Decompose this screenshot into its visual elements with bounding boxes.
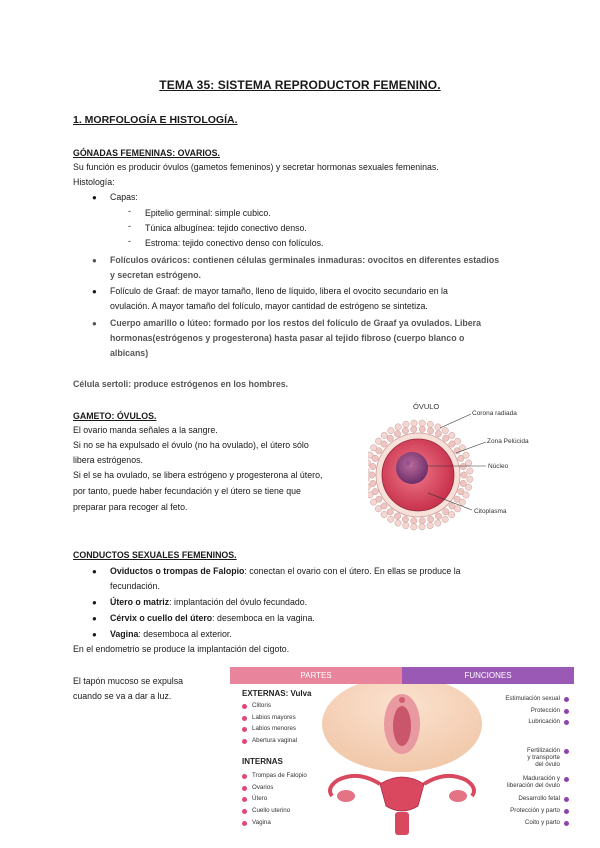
- capa-tunica: Túnica albugínea: tejido conectivo denso.: [145, 223, 307, 233]
- label-externa: Abertura vaginal: [252, 737, 298, 744]
- corona-cell: [411, 518, 417, 524]
- corona-cell: [435, 513, 441, 519]
- label-dot: [242, 786, 247, 791]
- corona-cell: [394, 513, 400, 519]
- corona-cell: [435, 431, 441, 437]
- label-interna: Trompas de Falopio: [252, 772, 307, 779]
- conductos-item-oviductos: Oviductos o trompas de Falopio: conectan el ovario con el útero. En ellas se produce la: [110, 566, 461, 576]
- corona-cell: [395, 520, 401, 526]
- corona-cell: [427, 428, 433, 434]
- bullet-dot: ●: [92, 287, 97, 296]
- label-externa: Labios mayores: [252, 714, 296, 721]
- label-funcion: Protección: [530, 707, 560, 714]
- gameto-line3: libera estrógenos.: [73, 455, 143, 465]
- label-corona: Corona radiada: [472, 410, 517, 417]
- conductos-item-cervix: Cérvix o cuello del útero: desemboca en la vagina.: [110, 613, 315, 623]
- label-funcion: Lubricación: [528, 718, 560, 725]
- gonadas-intro: Su función es producir óvulos (gametos femeninos) y secretar hormonas sexuales femeninas.: [73, 162, 439, 172]
- luteo-line3: albicans): [110, 348, 149, 358]
- label-funcion: Fertilización: [526, 747, 560, 754]
- corona-cell: [394, 431, 400, 437]
- corona-cell: [369, 472, 375, 478]
- corona-cell: [427, 421, 433, 427]
- label-funcion: Desarrollo fetal: [518, 795, 560, 802]
- corona-cell: [368, 492, 373, 498]
- heading-conductos: CONDUCTOS SEXUALES FEMENINOS.: [73, 550, 237, 560]
- label-funcion: Protección y parto: [510, 807, 560, 814]
- label-externa: Labios menores: [252, 725, 297, 732]
- capa-epitelio: Epitelio germinal: simple cubico.: [145, 208, 271, 218]
- label-funcion: y transporte: [527, 754, 560, 761]
- corona-cell: [375, 506, 381, 512]
- label-interna: Vagina: [252, 819, 271, 826]
- vagina-shape: [395, 812, 409, 835]
- label-dot: [564, 749, 569, 754]
- corona-cell: [395, 424, 401, 430]
- corona-cell: [467, 468, 473, 474]
- label-interna: Útero: [252, 795, 268, 802]
- section-externas: EXTERNAS: Vulva: [242, 689, 312, 698]
- corona-cell: [435, 520, 441, 526]
- label-dot: [242, 727, 247, 732]
- corona-cell: [465, 460, 471, 466]
- label-dot: [242, 774, 247, 779]
- corona-cell: [449, 432, 455, 438]
- label-funcion: del óvulo: [535, 761, 560, 768]
- corona-cell: [463, 492, 469, 498]
- sertoli-text: Célula sertoli: produce estrógenos en los hombres.: [73, 379, 289, 389]
- corona-cell: [402, 516, 408, 522]
- section-internas: INTERNAS: [242, 757, 283, 766]
- page-title: TEMA 35: SISTEMA REPRODUCTOR FEMENINO.: [159, 78, 441, 92]
- corona-cell: [435, 424, 441, 430]
- corona-cell: [403, 522, 409, 528]
- corona-cell: [387, 509, 393, 515]
- corona-cell: [402, 428, 408, 434]
- label-dot: [564, 709, 569, 714]
- corona-cell: [419, 524, 425, 530]
- label-funcion: liberación del óvulo: [507, 782, 560, 789]
- histologia-label: Histología:: [73, 177, 115, 187]
- corona-cell: [427, 522, 433, 528]
- foliculos-line2: y secretan estrógeno.: [110, 270, 201, 280]
- corona-cell: [442, 428, 448, 434]
- corona-cell: [370, 499, 376, 505]
- luteo-line2: hormonas(estrógenos y progesterona) hasta pasar al tejido fibroso (cuerpo blanco o: [110, 333, 465, 343]
- corona-cell: [387, 435, 393, 441]
- corona-cell: [419, 518, 425, 524]
- corona-cell: [419, 426, 425, 432]
- bullet-dot: ●: [92, 614, 97, 623]
- label-interna: Cuello uterino: [252, 807, 291, 814]
- corona-cell: [449, 511, 455, 517]
- label-zona: Zona Pelúcida: [487, 438, 529, 445]
- ovum-illustration: [368, 398, 548, 538]
- corona-cell: [388, 427, 394, 433]
- label-interna: Ovarios: [252, 784, 274, 791]
- corona-cell: [465, 484, 471, 490]
- corona-cell: [461, 472, 467, 478]
- label-dot: [242, 704, 247, 709]
- tapon-line1: El tapón mucoso se expulsa: [73, 676, 184, 686]
- label-dot: [242, 797, 247, 802]
- corona-cell: [368, 452, 373, 458]
- corona-cell: [411, 420, 417, 426]
- header-partes: PARTES: [230, 667, 402, 684]
- corona-cell: [442, 516, 448, 522]
- oviductos-cont: fecundación.: [110, 581, 160, 591]
- corona-cell: [427, 516, 433, 522]
- section-heading-morfologia: 1. MORFOLOGÍA E HISTOLOGÍA.: [73, 114, 238, 126]
- corona-cell: [381, 511, 387, 517]
- endometrio-text: En el endometrio se produce la implantación del cigoto.: [73, 644, 290, 654]
- corona-cell: [411, 426, 417, 432]
- tapon-line2: cuando se va a dar a luz.: [73, 691, 172, 701]
- label-dot: [242, 739, 247, 744]
- reproductive-infographic: [230, 667, 574, 835]
- graaf-line2: ovulación. A mayor tamaño del folículo, mayor cantidad de estrógeno se sintetiza.: [110, 301, 428, 311]
- bullet-dot: ●: [92, 193, 97, 202]
- nucleus: [396, 452, 428, 484]
- gameto-line6: preparar para recoger al feto.: [73, 502, 188, 512]
- conductos-item-utero: Útero o matriz: implantación del óvulo fecundado.: [110, 597, 308, 607]
- label-dot: [564, 720, 569, 725]
- bullet-dot: ●: [92, 598, 97, 607]
- corona-cell: [371, 445, 377, 451]
- label-dot: [564, 797, 569, 802]
- foliculos-line1: Folículos ováricos: contienen células germinales inmaduras: ovocitos en diferentes estadios: [110, 255, 500, 265]
- uterus-shape: [380, 777, 424, 811]
- luteo-line1: Cuerpo amarillo o lúteo: formado por los restos del folículo de Graaf ya ovulados. Libera: [110, 318, 482, 328]
- gameto-line5: por tanto, puede haber fecundación y el útero se tiene que: [73, 486, 301, 496]
- bullet-dot: ●: [92, 319, 97, 328]
- label-funcion: Maduración y: [522, 775, 560, 782]
- corona-cell: [454, 438, 460, 444]
- gameto-line1: El ovario manda señales a la sangre.: [73, 425, 218, 435]
- ovum-title: ÓVULO: [413, 402, 440, 411]
- corona-cell: [388, 516, 394, 522]
- dash-bullet: -: [128, 236, 131, 246]
- label-dot: [242, 716, 247, 721]
- corona-cell: [381, 432, 387, 438]
- corona-cell: [443, 509, 449, 515]
- conductos-item-vagina: Vagina: desemboca al exterior.: [110, 629, 232, 639]
- bullet-dot: ●: [92, 256, 97, 265]
- header-funciones: FUNCIONES: [402, 667, 574, 684]
- fallopian-tube-right: [424, 776, 474, 796]
- label-citoplasma: Citoplasma: [474, 508, 507, 515]
- label-funcion: Estimulación sexual: [505, 695, 560, 702]
- label-dot: [564, 777, 569, 782]
- ovary-right: [449, 790, 467, 802]
- capas-label: Capas:: [110, 192, 138, 202]
- gameto-line2: Si no se ha expulsado el óvulo (no ha ovulado), el útero sólo: [73, 440, 309, 450]
- dash-bullet: -: [128, 221, 131, 231]
- corona-cell: [443, 435, 449, 441]
- label-funcion: Coito y parto: [524, 819, 560, 826]
- corona-cell: [463, 452, 469, 458]
- ovum-diagram: [368, 398, 548, 538]
- heading-gameto: GAMETO: ÓVULOS.: [73, 411, 157, 421]
- dash-bullet: -: [128, 206, 131, 216]
- label-dot: [242, 809, 247, 814]
- corona-cell: [419, 420, 425, 426]
- gameto-line4: Si el se ha ovulado, se libera estrógeno y progesterona al útero,: [73, 470, 323, 480]
- label-externa: Clitoris: [252, 702, 271, 709]
- label-dot: [564, 821, 569, 826]
- corona-cell: [459, 499, 465, 505]
- label-dot: [564, 809, 569, 814]
- corona-cell: [375, 438, 381, 444]
- corona-cell: [403, 421, 409, 427]
- capa-estroma: Estroma: tejido conectivo denso con folículos.: [145, 238, 324, 248]
- corona-cell: [411, 524, 417, 530]
- label-dot: [564, 697, 569, 702]
- bullet-dot: ●: [92, 567, 97, 576]
- fallopian-tube-left: [330, 776, 380, 796]
- bullet-dot: ●: [92, 630, 97, 639]
- label-nucleo: Núcleo: [488, 463, 509, 470]
- corona-cell: [467, 476, 473, 482]
- corona-cell: [454, 506, 460, 512]
- ovary-left: [337, 790, 355, 802]
- graaf-line1: Folículo de Graaf: de mayor tamaño, lleno de líquido, libera el ovocito secundario en la: [110, 286, 448, 296]
- label-dot: [242, 821, 247, 826]
- heading-gonadas: GÓNADAS FEMENINAS: OVARIOS.: [73, 148, 220, 158]
